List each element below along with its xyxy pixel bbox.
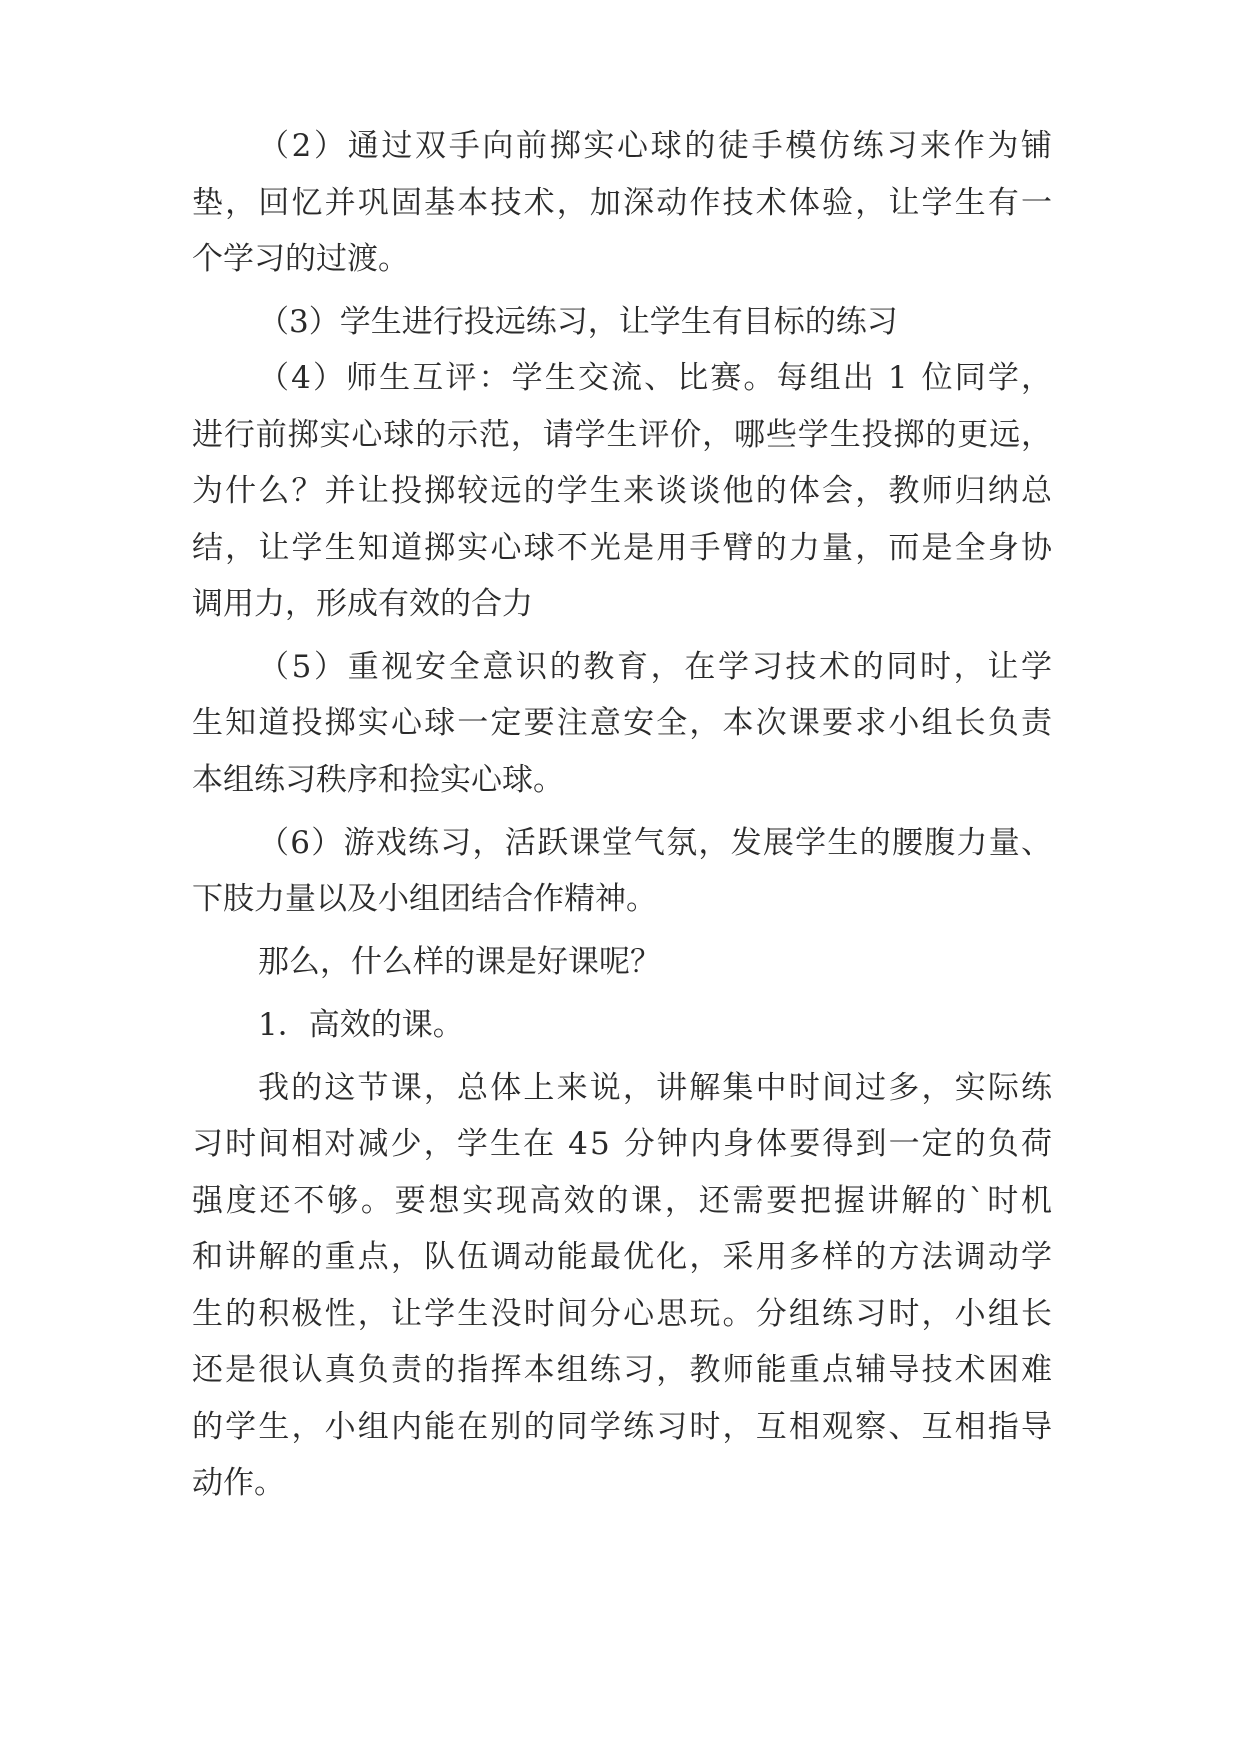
text-line: 我的这节课，总体上来说，讲解集中时间过多，实际练 — [258, 1070, 1055, 1106]
text-line: 生知道投掷实心球一定要注意安全，本次课要求小组长负责 — [192, 705, 1055, 741]
text-line: 1．高效的课。 — [258, 1007, 464, 1043]
text-line: 结，让学生知道掷实心球不光是用手臂的力量，而是全身协 — [192, 530, 1055, 566]
text-line: 下肢力量以及小组团结合作精神。 — [192, 881, 657, 917]
text-line: 进行前掷实心球的示范，请学生评价，哪些学生投掷的更远， — [192, 417, 1053, 453]
text-line: 强度还不够。要想实现高效的课，还需要把握讲解的`时机 — [192, 1183, 1055, 1219]
text-line: 习时间相对减少，学生在 45 分钟内身体要得到一定的负荷 — [192, 1126, 1055, 1162]
text-line: 垫，回忆并巩固基本技术，加深动作技术体验，让学生有一 — [192, 185, 1055, 221]
text-line: 调用力，形成有效的合力 — [192, 586, 533, 622]
text-line: 还是很认真负责的指挥本组练习，教师能重点辅导技术困难 — [192, 1352, 1055, 1388]
text-line: 为什么？并让投掷较远的学生来谈谈他的体会，教师归纳总 — [192, 473, 1055, 509]
text-line: 的学生，小组内能在别的同学练习时，互相观察、互相指导 — [192, 1409, 1055, 1445]
text-line: 本组练习秩序和捡实心球。 — [192, 762, 564, 798]
text-line: 和讲解的重点，队伍调动能最优化，采用多样的方法调动学 — [192, 1239, 1055, 1275]
text-line: （3）学生进行投远练习，让学生有目标的练习 — [258, 304, 898, 340]
text-line: （4）师生互评：学生交流、比赛。每组出 1 位同学， — [258, 360, 1055, 396]
text-line: 生的积极性，让学生没时间分心思玩。分组练习时，小组长 — [192, 1296, 1055, 1332]
text-line: 动作。 — [192, 1465, 285, 1501]
text-line: （2）通过双手向前掷实心球的徒手模仿练习来作为铺 — [258, 128, 1055, 164]
text-line: （5）重视安全意识的教育，在学习技术的同时，让学 — [258, 649, 1055, 685]
text-line: 那么，什么样的课是好课呢？ — [258, 944, 661, 980]
text-line: （6）游戏练习，活跃课堂气氛，发展学生的腰腹力量、 — [258, 825, 1054, 861]
text-line: 个学习的过渡。 — [192, 241, 409, 277]
